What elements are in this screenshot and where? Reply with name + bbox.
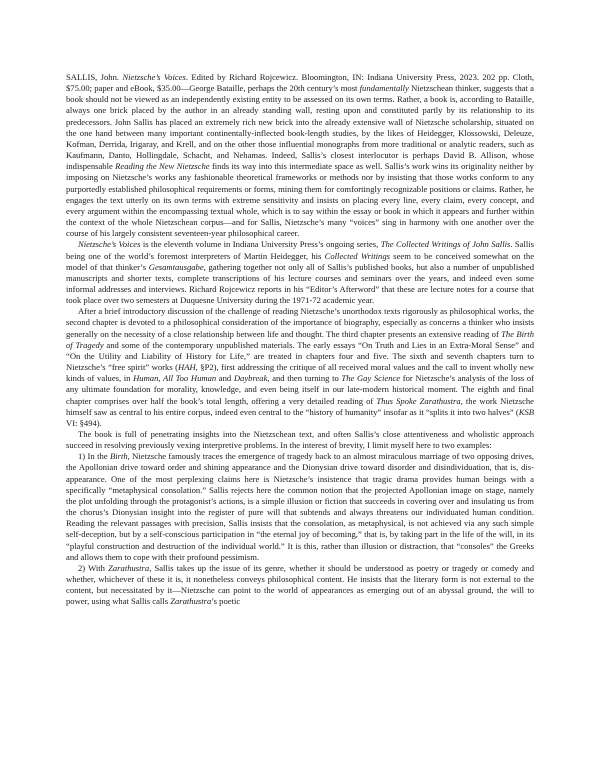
review-paragraph-3: After a brief introductory discussion of the challenge of reading Nietzsche’s unorthodox texts rigorously as philosophical works, the second chapter is devoted to a philosophical consideration of the importance of biography, especially as concerns a thinker who insists generally on the necessity of a close relationship between life and thought. The third chapter presents an extensive reading of The Birth of Tragedy and some of the contemporary unpublished materials. The early essays “On Truth and Lies in an Extra-Moral Sense” and “On the Utility and Liability of History for Life,” are treated in chapters four and five. The sixth and seventh chapters turn to Nietzsche’s “free spirit” works (HAH, §P2), first addressing the critique of all received moral values and the call to invent wholly new kinds of values, in Human, All Too Human and Daybreak, and then turning to The Gay Science for Nietzsche’s analysis of the loss of any ultimate foundation for morality, knowledge, and even being itself in our late-modern historical moment. The eighth and final chapter comprises over half the book’s total length, offering a very detailed reading of Thus Spoke Zarathustra, the work Nietzsche himself saw as central to his entire corpus, indeed even central to the “history of humanity” insofar as it “splits it into two halves” (KSB VI: §494). [66, 306, 535, 428]
review-paragraph-1: SALLIS, John. Nietzsche’s Voices. Edited by Richard Rojcewicz. Bloomington, IN: Indiana University Press, 2023. 202 pp. Cloth, $75.00; paper and eBook, $35.00—George Bataille, perhaps the 20th century’s most fundamentally Nietzschean thinker, suggests that a book should not be viewed as an independently existing entity to be assessed on its own terms. Rather, a book is, according to Bataille, always one brick placed by the author in an already standing wall, resting upon and constituted partly by its relationship to its predecessors. John Sallis has placed an extremely rich new brick into the already extensive wall of Nietzsche scholarship, situated on the one hand between many important continentally-inflected book-length studies, by the likes of Heidegger, Klossowski, Deleuze, Kofman, Derrida, Irigaray, and Krell, and on the other those influential monographs from more traditional or analytic readers, such as Kaufmann, Danto, Hollingdale, Schacht, and Nehamas. Indeed, Sallis’s closest interlocutor is perhaps David B. Allison, whose indispensable Reading the New Nietzsche finds its way into this intermediate space as well. Sallis’s work wins its originality neither by imposing on Nietzsche’s works any fashionable theoretical frameworks or methods nor by insisting that those works conform to any purportedly established philosophical requirements or forms, mining them for comfortingly recognizable positions or claims. Rather, he engages the text utterly on its own terms with extreme sensitivity and insists on placing every line, every claim, every concept, and every argument within the encompassing textual whole, which is to say within the essay or book in which it appears and further within the context of the whole Nietzschean corpus—and for Sallis, Nietzsche’s many “voices” sing in harmony with one another over the course of his largely consistent seventeen-year philosophical career. [66, 72, 535, 239]
review-example-2: 2) With Zarathustra, Sallis takes up the issue of its genre, whether it should be understood as poetry or tragedy or comedy and whether, whichever of these it is, it nonetheless conveys philosophical content. He insists that the literary form is not external to the content, but necessitated by it—Nietzsche can point to the world of appearances as emerging out of an abyssal ground, the will to power, using what Sallis calls Zarathustra’s poetic [66, 562, 534, 607]
review-paragraph-2: Nietzsche’s Voices is the eleventh volume in Indiana University Press’s ongoing series, The Collected Writings of John Sallis. Sallis being one of the world’s foremost interpreters of Martin Heidegger, his Collected Writings seem to be conceived somewhat on the model of that thinker’s Gesamtausgabe, gathering together not only all of Sallis’s published books, but also a number of unpublished manuscripts and shorter texts, complete transcriptions of his lecture courses and seminars over the years, and indeed even some informal addresses and interviews. Richard Rojcewicz reports in his “Editor’s Afterword” that these are lecture notes for a course that took place over two semesters at Duquesne University during the 1971-72 academic year. [66, 239, 535, 306]
review-example-1: 1) In the Birth, Nietzsche famously traces the emergence of tragedy back to an almost miraculous marriage of two opposing drives, the Apollonian drive toward order and shining appearance and the Dionysian drive toward disorder and disindividuation, that is, dis-appearance. One of the most perplexing claims here is Nietzsche’s insistence that tragic drama provides human beings with a specifically “metaphysical consolation.” Sallis rejects here the common notion that the projected Apollonian image on stage, namely the plot unfolding through the protagonist’s actions, is a simple illusion or fiction that succeeds in covering over and insulating us from the chorus’s Dionysian insight into the register of pure will that subtends and always threatens our individuated human condition. Reading the relevant passages with precision, Sallis insists that the consolation, as metaphysical, is not achieved via any such simple self-deception, but by a self-conscious participation in “the eternal joy of becoming,” that is, by taking part in the life of the will, in its “playful construction and destruction of the individual world.” It is this, rather than illusion or distraction, that “consoles” the Greeks and allows them to cope with their profound pessimism. [66, 451, 535, 562]
book-title: Nietzsche’s Voices [122, 72, 186, 82]
review-paragraph-4: The book is full of penetrating insights into the Nietzschean text, and often Sallis’s close attentiveness and wholistic approach succeed in resolving previously vexing interpretive problems. In the interest of brevity, I limit myself here to two examples: [66, 429, 534, 451]
author-name: SALLIS, John. [66, 72, 120, 82]
